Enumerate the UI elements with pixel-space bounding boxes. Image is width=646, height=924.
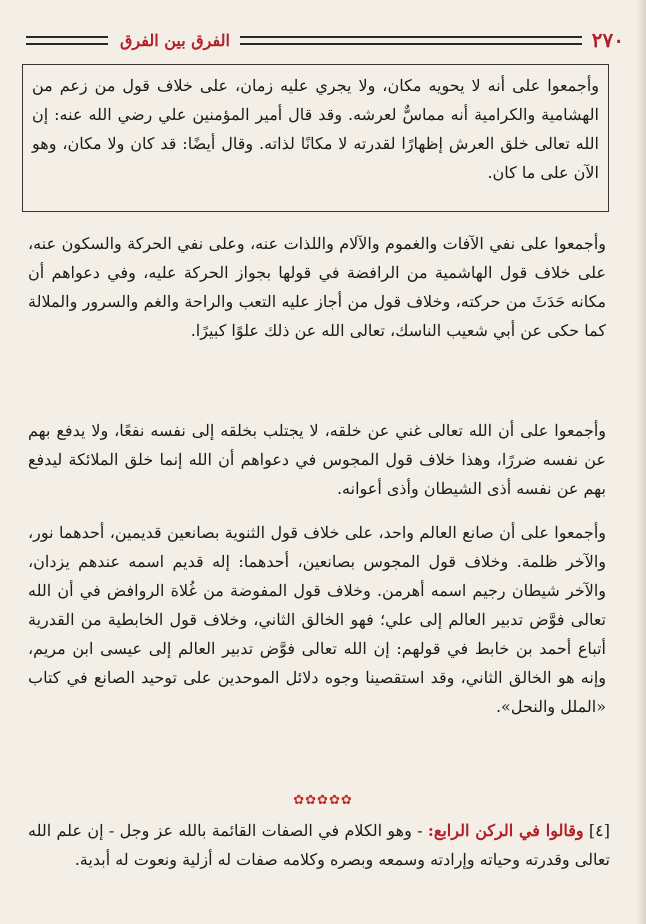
paragraph-3: وأجمعوا على أن الله تعالى غني عن خلقه، لا يجتلب بخلقه إلى نفسه نفعًا، ولا يدفع بهم عن نفسه ضررًا، وهذا خلاف قول المجوس في دعواهم أن الله إنما خلق الملائكة ليدفع بهم عن نفسه أذى الشيطان وأذى أعوانه. bbox=[28, 421, 606, 498]
header-rule bbox=[240, 36, 582, 45]
header-rule-end bbox=[26, 36, 108, 45]
section-text: - وهو الكلام في الصفات القائمة بالله عز وجل - إن علم الله تعالى وقدرته وحياته وإرادته وسمعه وبصره وكلامه صفات له أزلية ونعوت له أبدية. bbox=[28, 821, 610, 869]
page-number: ٢٧٠ bbox=[591, 28, 624, 52]
section-4 bbox=[28, 816, 610, 874]
page-header bbox=[26, 28, 624, 52]
paragraph-4: وأجمعوا على أن صانع العالم واحد، على خلاف قول الثنوية بصانعين قديمين، أحدهما نور، والآخر ظلمة. وخلاف قول المجوس بصانعين، أحدهما: إله قديم اسمه عندهم يزدان، والآخر شيطان رجيم اسمه أهرمن. وخلاف قول المفوضة من غُلاة الروافض في أن الله تعالى فوَّض تدبير العالم إلى علي؛ فهو الخالق الثاني، وخلاف قول الخابطية من القدرية أتباع أحمد بن خابط في قولهم: إن الله تعالى فوَّض تدبير العالم إلى عيسى ابن مريم، وإنه هو الخالق الثاني، وقد استقصينا وجوه دلائل الموحدين على توحيد الصانع في كتاب «الملل والنحل». bbox=[28, 523, 606, 716]
section-title: وقالوا في الركن الرابع: bbox=[427, 821, 584, 840]
paragraph-2: وأجمعوا على نفي الآفات والغموم والآلام واللذات عنه، وعلى نفي الحركة والسكون عنه، على خلاف قول الهاشمية من الرافضة في قولها بجواز الحركة عليه، وفي دعواهم أن مكانه حَدَثَ من حركته، وخلاف قول من أجاز عليه التعب والراحة والغم والسرور والملالة كما حكى عن أبي شعيب الناسك، تعالى الله عن ذلك علوًا كبيرًا. bbox=[28, 234, 606, 340]
boxed-paragraph: وأجمعوا على أنه لا يحويه مكان، ولا يجري عليه زمان، على خلاف قول من زعم من الهشامية والكرامية أنه مماسٌّ لعرشه. وقد قال أمير المؤمنين علي رضي الله عنه: إن الله تعالى خلق العرش إظهارًا لقدرته لا مكانًا لذاته. وقال أيضًا: قد كان ولا مكان، وهو الآن على ما كان. bbox=[32, 76, 599, 182]
section-number: [٤] bbox=[588, 821, 611, 840]
book-title: الفرق بين الفرق bbox=[120, 30, 230, 50]
section-separator-ornament: ✿✿✿✿✿ bbox=[293, 793, 353, 808]
page-spine-shadow bbox=[636, 0, 646, 924]
